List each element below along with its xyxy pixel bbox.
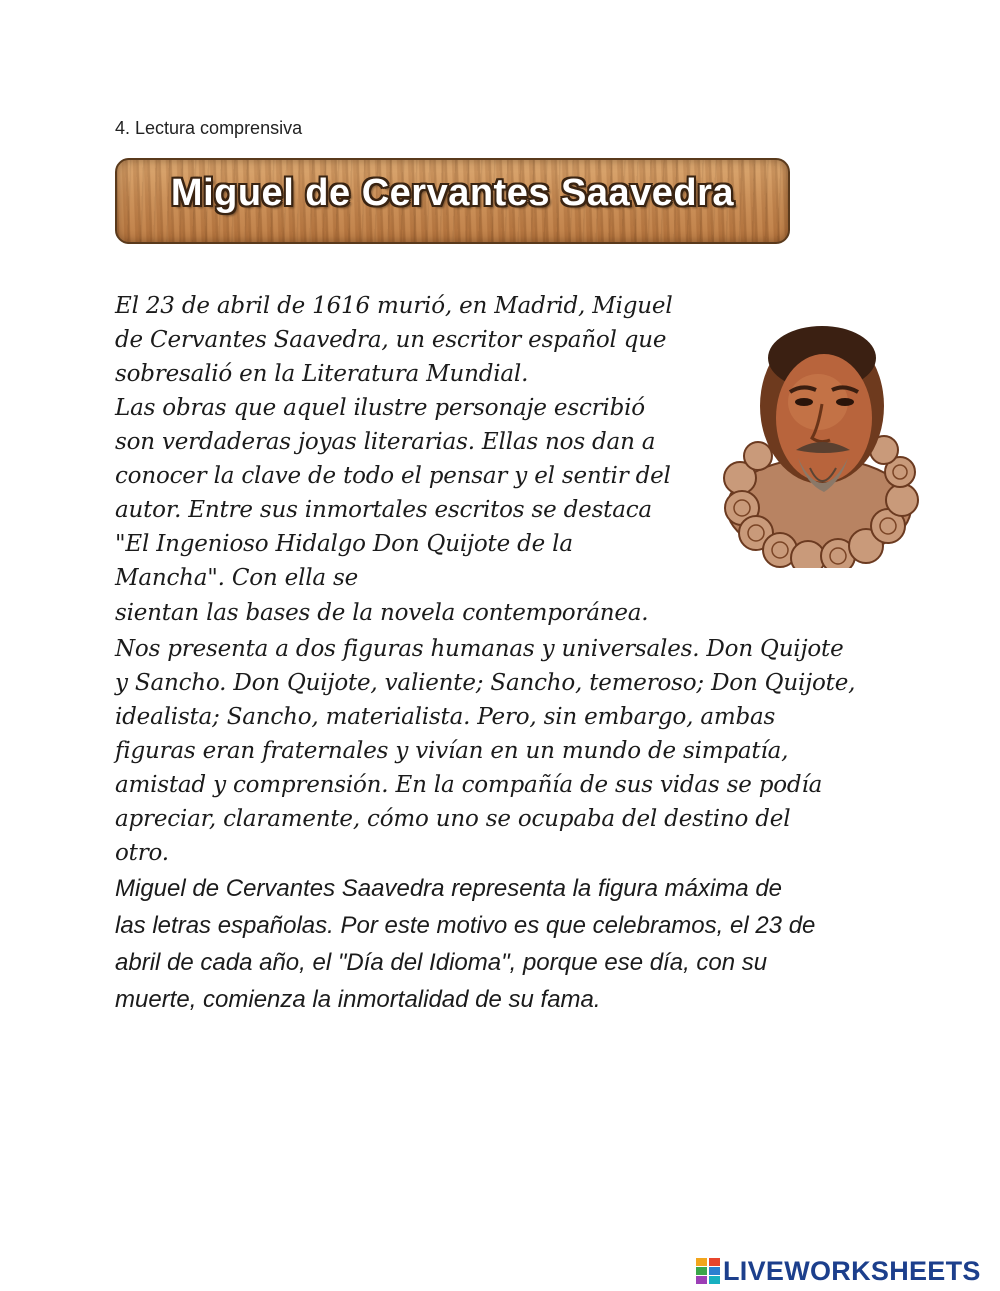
text-line: Miguel de Cervantes Saavedra representa la figura máxima de <box>115 875 783 902</box>
text-line: autor. Entre sus inmortales escritos se destaca <box>115 497 652 523</box>
text-line: las letras españolas. Por este motivo es que celebramos, el 23 de <box>115 912 816 939</box>
text-line: y Sancho. Don Quijote, valiente; Sancho, temeroso; Don Quijote, <box>115 670 856 696</box>
text-line: idealista; Sancho, materialista. Pero, sin embargo, ambas <box>115 704 776 730</box>
text-line: de Cervantes Saavedra, un escritor español que <box>115 327 667 353</box>
text-line: conocer la clave de todo el pensar y el sentir del <box>115 463 671 489</box>
footer-logo-text: LIVEWORKSHEETS <box>723 1255 981 1286</box>
text-line: abril de cada año, el "Día del Idioma", porque ese día, con su <box>115 949 768 976</box>
text-line: El 23 de abril de 1616 murió, en Madrid, Miguel <box>115 293 673 319</box>
text-line: Mancha". Con ella se <box>115 565 359 591</box>
text-line: otro. <box>115 840 169 866</box>
title-banner <box>115 158 790 244</box>
text-line: amistad y comprensión. En la compañía de sus vidas se podía <box>115 772 823 798</box>
page-title: Miguel de Cervantes Saavedra <box>170 172 735 214</box>
footer-logo[interactable] <box>696 1256 981 1286</box>
liveworksheets-logo-icon <box>696 1258 720 1284</box>
text-line: figuras eran fraternales y vivían en un mundo de simpatía, <box>115 738 789 764</box>
section-heading: 4. Lectura comprensiva <box>115 118 303 138</box>
text-line: son verdaderas joyas literarias. Ellas nos dan a <box>115 429 656 455</box>
text-line: Nos presenta a dos figuras humanas y universales. Don Quijote <box>115 636 844 662</box>
text-line: muerte, comienza la inmortalidad de su fama. <box>115 986 601 1013</box>
cervantes-portrait <box>718 318 920 568</box>
text-line: sientan las bases de la novela contemporánea. <box>115 600 649 626</box>
text-line: apreciar, claramente, cómo uno se ocupaba del destino del <box>115 806 791 832</box>
text-line: "El Ingenioso Hidalgo Don Quijote de la <box>115 531 573 557</box>
text-line: Las obras que aquel ilustre personaje escribió <box>115 395 645 421</box>
text-line: sobresalió en la Literatura Mundial. <box>115 361 529 387</box>
